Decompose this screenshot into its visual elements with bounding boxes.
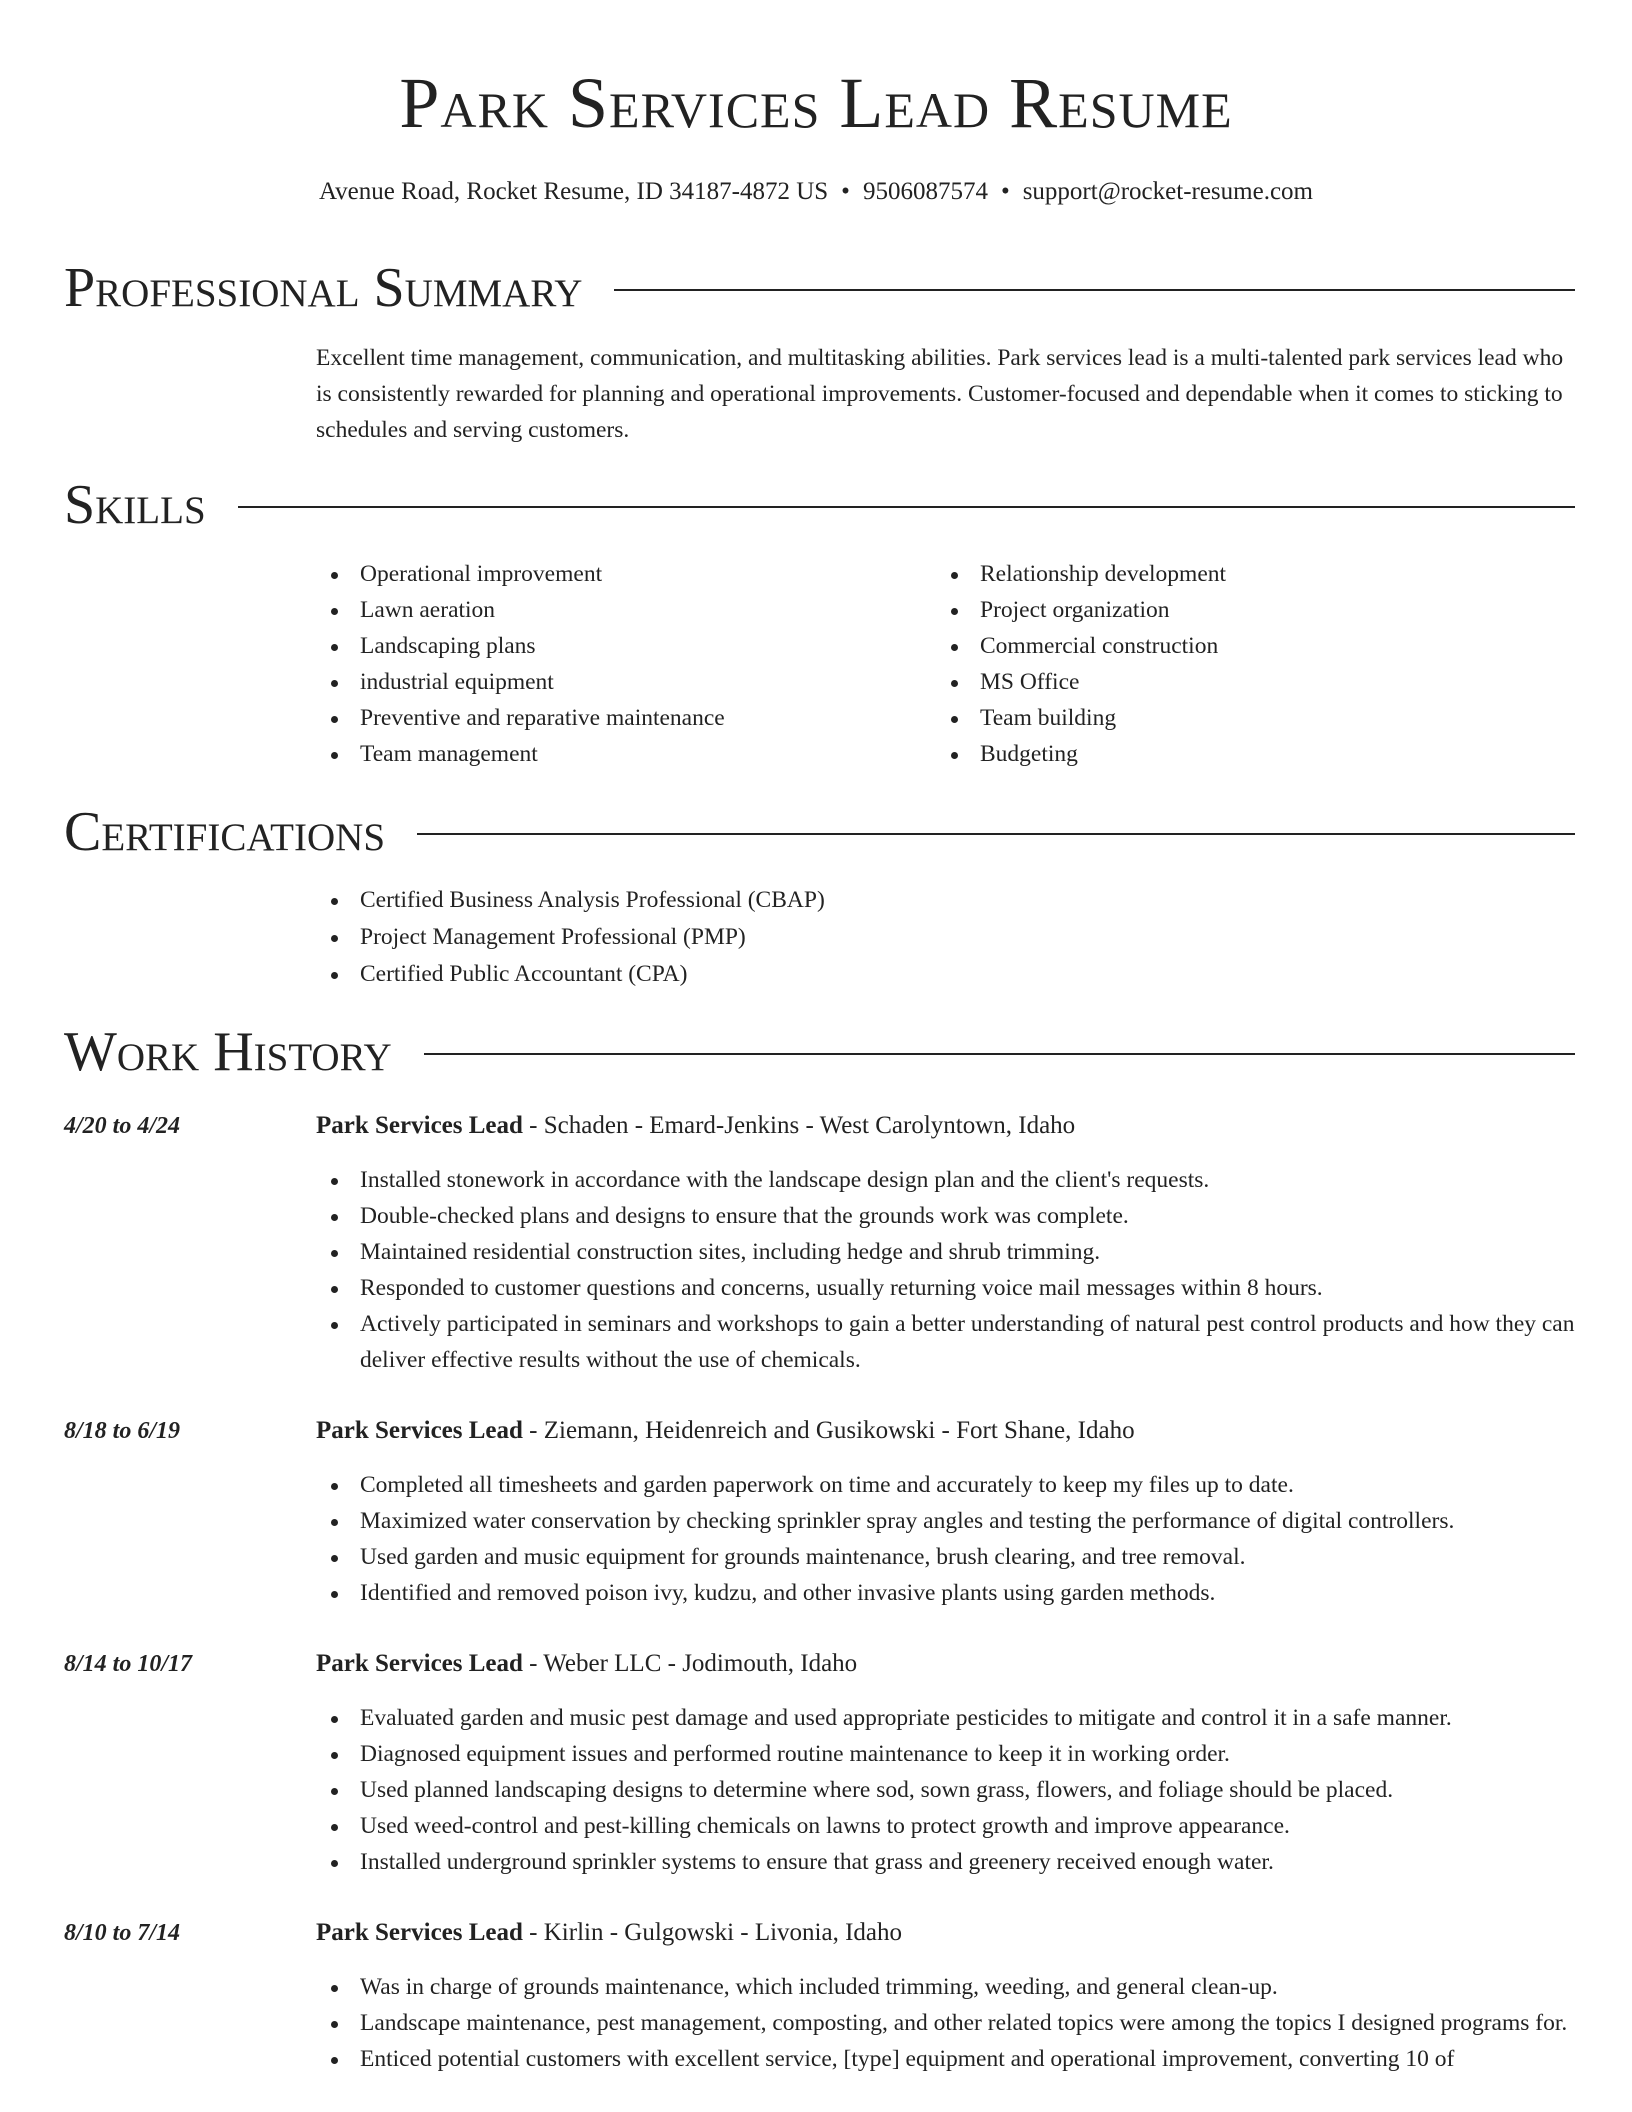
job-heading — [316, 1915, 902, 1951]
skill-item: Commercial construction — [936, 628, 1226, 664]
work-history-heading: Work History — [64, 1021, 392, 1083]
job-bullets — [316, 1162, 1575, 1378]
job-heading — [316, 1413, 1135, 1449]
summary-text: Excellent time management, communication, and multitasking abilities. Park services lead is a multi-talented park services lead who is consistently rewarded for planning and operational improvements. Customer-focused and dependable when it comes to sticking to schedules and serving customers. — [316, 345, 1564, 443]
job-title: Park Services Lead — [316, 1112, 523, 1139]
contact-separator: • — [1000, 178, 1010, 205]
job-bullet: Maximized water conservation by checking sprinkler spray angles and testing the performance of digital controllers. — [316, 1503, 1575, 1539]
skills-section-header — [64, 470, 1575, 540]
summary-heading: Professional Summary — [64, 257, 583, 319]
job-bullets — [316, 1467, 1575, 1611]
skill-item: MS Office — [936, 664, 1226, 700]
job-bullet: Was in charge of grounds maintenance, which included trimming, weeding, and general clean-up. — [316, 1969, 1575, 2005]
job-bullet: Actively participated in seminars and workshops to gain a better understanding of natural pest control products and how they can deliver effective results without the use of chemicals. — [316, 1306, 1575, 1378]
contact-phone: 9506087574 — [862, 178, 988, 205]
certification-item: Certified Business Analysis Professional (CBAP) — [316, 882, 825, 919]
certifications-list — [316, 882, 825, 993]
skill-item: industrial equipment — [316, 664, 725, 700]
skill-item: Project organization — [936, 592, 1226, 628]
certifications-heading: Certifications — [64, 801, 386, 863]
job-bullet: Completed all timesheets and garden paperwork on time and accurately to keep my files up to date. — [316, 1467, 1575, 1503]
skill-item: Landscaping plans — [316, 628, 725, 664]
job-bullet: Evaluated garden and music pest damage and used appropriate pesticides to mitigate and control it in a safe manner. — [316, 1700, 1575, 1736]
job-bullet: Installed stonework in accordance with the landscape design plan and the client's requests. — [316, 1162, 1575, 1198]
job-bullet: Maintained residential construction sites, including hedge and shrub trimming. — [316, 1234, 1575, 1270]
work-history-section-header — [64, 1017, 1575, 1087]
skills-heading: Skills — [64, 474, 206, 536]
job-bullet: Used weed-control and pest-killing chemicals on lawns to protect growth and improve appearance. — [316, 1808, 1575, 1844]
contact-line — [0, 175, 1632, 209]
skill-item: Preventive and reparative maintenance — [316, 700, 725, 736]
skill-item: Relationship development — [936, 556, 1226, 592]
section-divider — [238, 506, 1575, 508]
job-dates: 8/18 to 6/19 — [64, 1418, 181, 1444]
job-employer: - Schaden - Emard-Jenkins - West Carolyntown, Idaho — [522, 1112, 1076, 1139]
job-bullet: Used garden and music equipment for grounds maintenance, brush clearing, and tree removal. — [316, 1539, 1575, 1575]
job-dates: 8/14 to 10/17 — [64, 1651, 193, 1677]
skill-item: Team management — [316, 736, 725, 772]
job-employer: - Kirlin - Gulgowski - Livonia, Idaho — [522, 1919, 903, 1946]
job-bullet: Responded to customer questions and concerns, usually returning voice mail messages within 8 hours. — [316, 1270, 1575, 1306]
job-bullet: Diagnosed equipment issues and performed routine maintenance to keep it in working order. — [316, 1736, 1575, 1772]
job-employer: - Ziemann, Heidenreich and Gusikowski - Fort Shane, Idaho — [522, 1417, 1135, 1444]
certification-item: Project Management Professional (PMP) — [316, 919, 825, 956]
contact-separator: • — [841, 178, 850, 205]
job-bullet: Landscape maintenance, pest management, composting, and other related topics were among the topics I designed programs for. — [316, 2005, 1575, 2041]
job-bullets — [316, 1700, 1575, 1880]
job-dates: 8/10 to 7/14 — [64, 1920, 181, 1946]
job-heading — [316, 1646, 857, 1682]
summary-section-header — [64, 253, 1575, 323]
resume-title: Park Services Lead Resume — [399, 63, 1233, 143]
job-heading — [316, 1108, 1075, 1144]
section-divider — [424, 1053, 1575, 1055]
job-bullet: Enticed potential customers with excellent service, [type] equipment and operational improvement, converting 10 of — [316, 2041, 1575, 2077]
job-employer: - Weber LLC - Jodimouth, Idaho — [522, 1650, 858, 1677]
job-title: Park Services Lead — [316, 1417, 523, 1444]
certifications-section-header — [64, 797, 1575, 867]
skill-item: Lawn aeration — [316, 592, 725, 628]
job-bullet: Identified and removed poison ivy, kudzu, and other invasive plants using garden methods. — [316, 1575, 1575, 1611]
contact-address: Avenue Road, Rocket Resume, ID 34187-4872 US — [318, 178, 829, 205]
skills-list-left — [316, 556, 725, 772]
job-title: Park Services Lead — [316, 1650, 523, 1677]
job-bullet: Used planned landscaping designs to determine where sod, sown grass, flowers, and foliage should be placed. — [316, 1772, 1575, 1808]
section-divider — [417, 833, 1575, 835]
certification-item: Certified Public Accountant (CPA) — [316, 956, 825, 993]
skill-item: Budgeting — [936, 736, 1226, 772]
job-bullets — [316, 1969, 1575, 2077]
job-title: Park Services Lead — [316, 1919, 523, 1946]
job-bullet: Installed underground sprinkler systems to ensure that grass and greenery received enough water. — [316, 1844, 1575, 1880]
job-dates: 4/20 to 4/24 — [64, 1113, 181, 1139]
skill-item: Operational improvement — [316, 556, 725, 592]
section-divider — [614, 289, 1575, 291]
skills-list-right — [936, 556, 1226, 772]
contact-email: support@rocket-resume.com — [1022, 178, 1313, 205]
job-bullet: Double-checked plans and designs to ensure that the grounds work was complete. — [316, 1198, 1575, 1234]
skill-item: Team building — [936, 700, 1226, 736]
